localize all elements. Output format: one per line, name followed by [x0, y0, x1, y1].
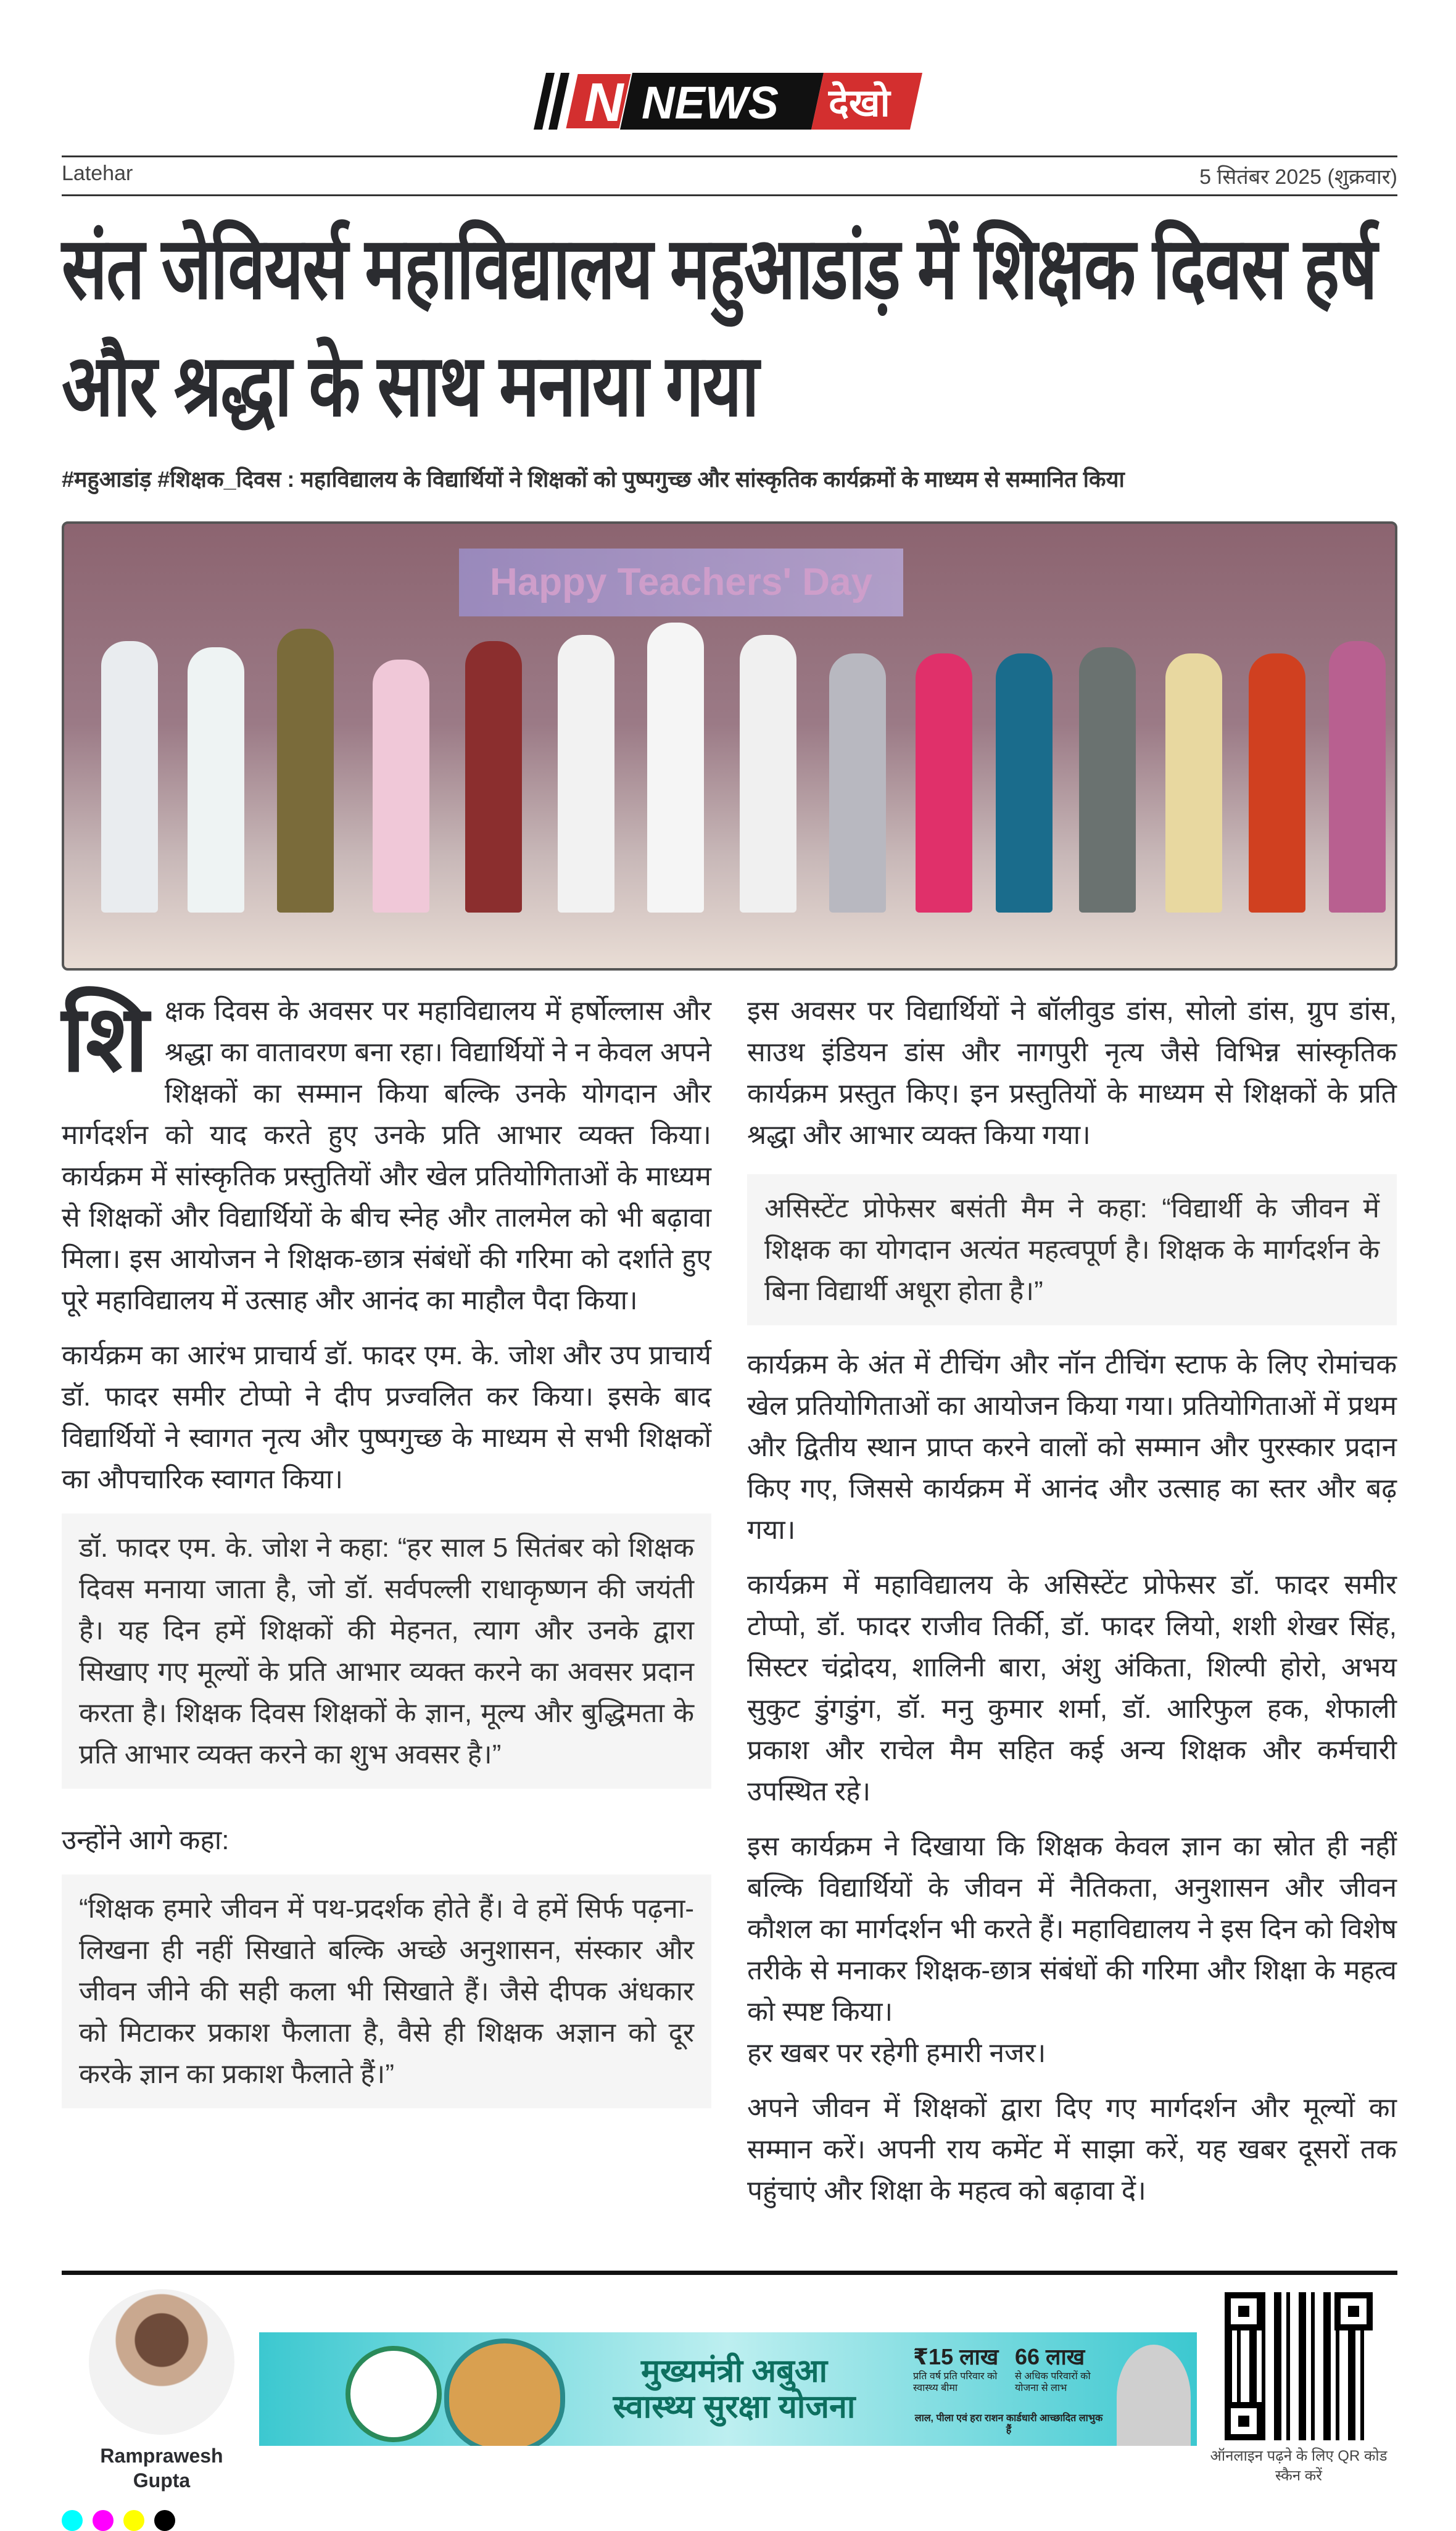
article-paragraph: उन्होंने आगे कहा: [62, 1825, 230, 1855]
article-column-left [62, 987, 711, 2139]
person-figure [101, 641, 158, 913]
person-figure [916, 653, 972, 913]
footer-rule [62, 2271, 1397, 2275]
article-paragraph: अपने जीवन में शिक्षकों द्वारा दिए गए मार्गदर्शन और मूल्यों का सम्मान करें। अपनी राय कमेंट में साझा करें, यह खबर दूसरों तक पहुंचाएं और शिक्षा के महत्व को बढ़ावा दें। [747, 2093, 1397, 2206]
meta-rule [62, 194, 1397, 196]
advertisement-banner[interactable] [259, 2332, 1197, 2446]
article-paragraph [62, 987, 711, 1321]
person-figure [1329, 641, 1386, 913]
article-paragraph: कार्यक्रम में महाविद्यालय के असिस्टेंट प्रोफेसर डॉ. फादर समीर टोप्पो, डॉ. फादर राजीव तिर्की, डॉ. फादर लियो, शशी शेखर सिंह, सिस्टर चंद्रोदय, शालिनी बारा, अंशु अंकिता, शिल्पी होरो, अभय सुकुट डुंगडुंग, डॉ. मनु कुमार शर्मा, डॉ. आरिफुल हक, शेफाली प्रकाश और राचेल मैम सहित कई अन्य शिक्षक और कर्मचारी उपस्थित रहे। [747, 1570, 1397, 1807]
newsdekho-logo[interactable] [534, 73, 922, 130]
article-paragraph: इस अवसर पर विद्यार्थियों ने बॉलीवुड डांस, सोलो डांस, ग्रुप डांस, साउथ इंडियन डांस और नागपुरी नृत्य जैसे विभिन्न सांस्कृतिक कार्यक्रम प्रस्तुत किए। इन प्रस्तुतियों के माध्यम से शिक्षकों के प्रति श्रद्धा और आभार व्यक्त किया गया। [747, 996, 1397, 1150]
article-column-right [747, 990, 1397, 2225]
ad-stat-1: ₹15 लाख [913, 2344, 999, 2369]
qr-finder [1225, 2292, 1263, 2330]
article-paragraph: कार्यक्रम के अंत में टीचिंग और नॉन टीचिंग स्टाफ के लिए रोमांचक खेल प्रतियोगिताओं का आयोजन किया गया। प्रतियोगिताओं में प्रथम और द्वितीय स्थान प्राप्त करने वालों को सम्मान और पुरस्कार प्रदान किए गए, जिससे कार्यक्रम में आनंद और उत्साह का स्तर और बढ़ गया। [747, 1349, 1397, 1545]
article-paragraph: इस कार्यक्रम ने दिखाया कि शिक्षक केवल ज्ञान का स्रोत ही नहीं बल्कि विद्यार्थियों के जीवन में नैतिकता, अनुशासन और जीवन कौशल का मार्गदर्शन भी करते हैं। महाविद्यालय ने इस दिन को विशेष तरीके से मनाकर शिक्षक-छात्र संबंधों की गरिमा और शिक्षा के महत्व को स्पष्ट किया। [747, 1831, 1397, 2027]
logo-text: NEWS [642, 77, 779, 128]
qr-caption: ऑनलाइन पढ़ने के लिए QR कोड स्कैन करें [1210, 2448, 1388, 2484]
person-figure [1079, 647, 1136, 913]
person-figure [996, 653, 1053, 913]
black-print-mark [154, 2510, 175, 2531]
heart-family-image [444, 2338, 565, 2446]
quote-block: “शिक्षक हमारे जीवन में पथ-प्रदर्शक होते हैं। वे हमें सिर्फ पढ़ना-लिखना ही नहीं सिखाते बल्कि अच्छे अनुशासन, संस्कार और जीवन जीने की सही कला भी सिखाते हैं। जैसे दीपक अंधकार को मिटाकर प्रकाश फैलाता है, वैसे ही शिक्षक अज्ञान को दूर करके ज्ञान का प्रकाश फैलाते हैं।” [62, 1874, 711, 2108]
ad-person-image [1117, 2345, 1191, 2446]
logo-letter: N [584, 73, 624, 130]
author-name: Ramprawesh Gupta [100, 2445, 223, 2492]
article-paragraph: कार्यक्रम का आरंभ प्राचार्य डॉ. फादर एम. के. जोश और उप प्राचार्य डॉ. फादर समीर टोप्पो ने दीप प्रज्वलित कर किया। इसके बाद विद्यार्थियों ने स्वागत नृत्य और पुष्पगुच्छ के माध्यम से सभी शिक्षकों का औपचारिक स्वागत किया। [62, 1340, 711, 1494]
magenta-print-mark [93, 2510, 114, 2531]
top-rule [62, 155, 1397, 157]
quote-block: डॉ. फादर एम. के. जोश ने कहा: “हर साल 5 सितंबर को शिक्षक दिवस मनाया जाता है, जो डॉ. सर्वपल्ली राधाकृष्णन की जयंती है। यह दिन हमें शिक्षकों की मेहनत, त्याग और उनके द्वारा सिखाए गए मूल्यों के प्रति आभार व्यक्त करने का अवसर प्रदान करता है। शिक्षक दिवस शिक्षकों के ज्ञान, मूल्य और बुद्धिमता के प्रति आभार व्यक्त करने का शुभ अवसर है।” [62, 1514, 711, 1789]
qr-finder [1225, 2402, 1263, 2440]
cyan-print-mark [62, 2510, 83, 2531]
event-photo [62, 521, 1397, 971]
person-figure [277, 629, 334, 913]
ad-stat-2-sub: से अधिक परिवारों को योजना से लाभ [1015, 2371, 1091, 2393]
photo-banner-text: Happy Teachers' Day [459, 549, 903, 616]
drop-cap: शि [62, 987, 149, 1090]
person-figure [1249, 653, 1305, 913]
logo-text-hindi: देखो [829, 82, 890, 125]
ad-title: मुख्यमंत्री अबुआ स्वास्थ्य सुरक्षा योजना [613, 2353, 856, 2425]
quote-block: असिस्टेंट प्रोफेसर बसंती मैम ने कहा: “विद्यार्थी के जीवन में शिक्षक का योगदान अत्यंत महत्वपूर्ण है। शिक्षक के मार्गदर्शन के बिना विद्यार्थी अधूरा होता है।” [747, 1174, 1397, 1325]
subheading: #महुआडांड़ #शिक्षक_दिवस : महाविद्यालय के विद्यार्थियों ने शिक्षकों को पुष्पगुच्छ और सांस्कृतिक कार्यक्रमों के माध्यम से सम्मानित किया [62, 466, 1125, 492]
date: 5 सितंबर 2025 (शुक्रवार) [1199, 165, 1397, 189]
ad-stat-1-sub: प्रति वर्ष प्रति परिवार को स्वास्थ्य बीमा [913, 2371, 998, 2393]
ad-stat-2: 66 लाख [1015, 2344, 1085, 2369]
ad-note: लाल, पीला एवं हरा राशन कार्डधारी आच्छादित लाभुक हैं [914, 2413, 1103, 2435]
article-paragraph: हर खबर पर रहेगी हमारी नजर। [747, 2038, 1046, 2068]
logo-graphic [534, 73, 922, 130]
government-emblem-icon [345, 2346, 442, 2442]
yellow-print-mark [123, 2510, 144, 2531]
person-figure [373, 660, 429, 913]
person-figure [465, 641, 522, 913]
qr-finder [1334, 2292, 1373, 2330]
page-title: संत जेवियर्स महाविद्यालय महुआडांड़ में शिक्षक दिवस हर्ष और श्रद्धा के साथ मनाया गया [62, 220, 1377, 434]
person-figure [1165, 653, 1222, 913]
location: Latehar [62, 162, 133, 185]
author-avatar [89, 2289, 234, 2435]
person-figure [740, 635, 796, 913]
person-figure [188, 647, 244, 913]
paragraph-text: क्षक दिवस के अवसर पर महाविद्यालय में हर्षोल्लास और श्रद्धा का वातावरण बना रहा। विद्यार्थियों ने न केवल अपने शिक्षकों का सम्मान किया बल्कि उनके योगदान और मार्गदर्शन को याद करते हुए उनके प्रति आभार व्यक्त किया। कार्यक्रम में सांस्कृतिक प्रस्तुतियों और खेल प्रतियोगिताओं के माध्यम से शिक्षकों और विद्यार्थियों के बीच स्नेह और तालमेल को भी बढ़ावा मिला। इस आयोजन ने शिक्षक-छात्र संबंधों की गरिमा को दर्शाते हुए पूरे महाविद्यालय में उत्साह और आनंद का माहौल पैदा किया। [62, 996, 711, 1315]
qr-code[interactable] [1225, 2292, 1373, 2440]
person-figure [558, 635, 614, 913]
person-figure [647, 623, 704, 913]
person-figure [829, 653, 886, 913]
